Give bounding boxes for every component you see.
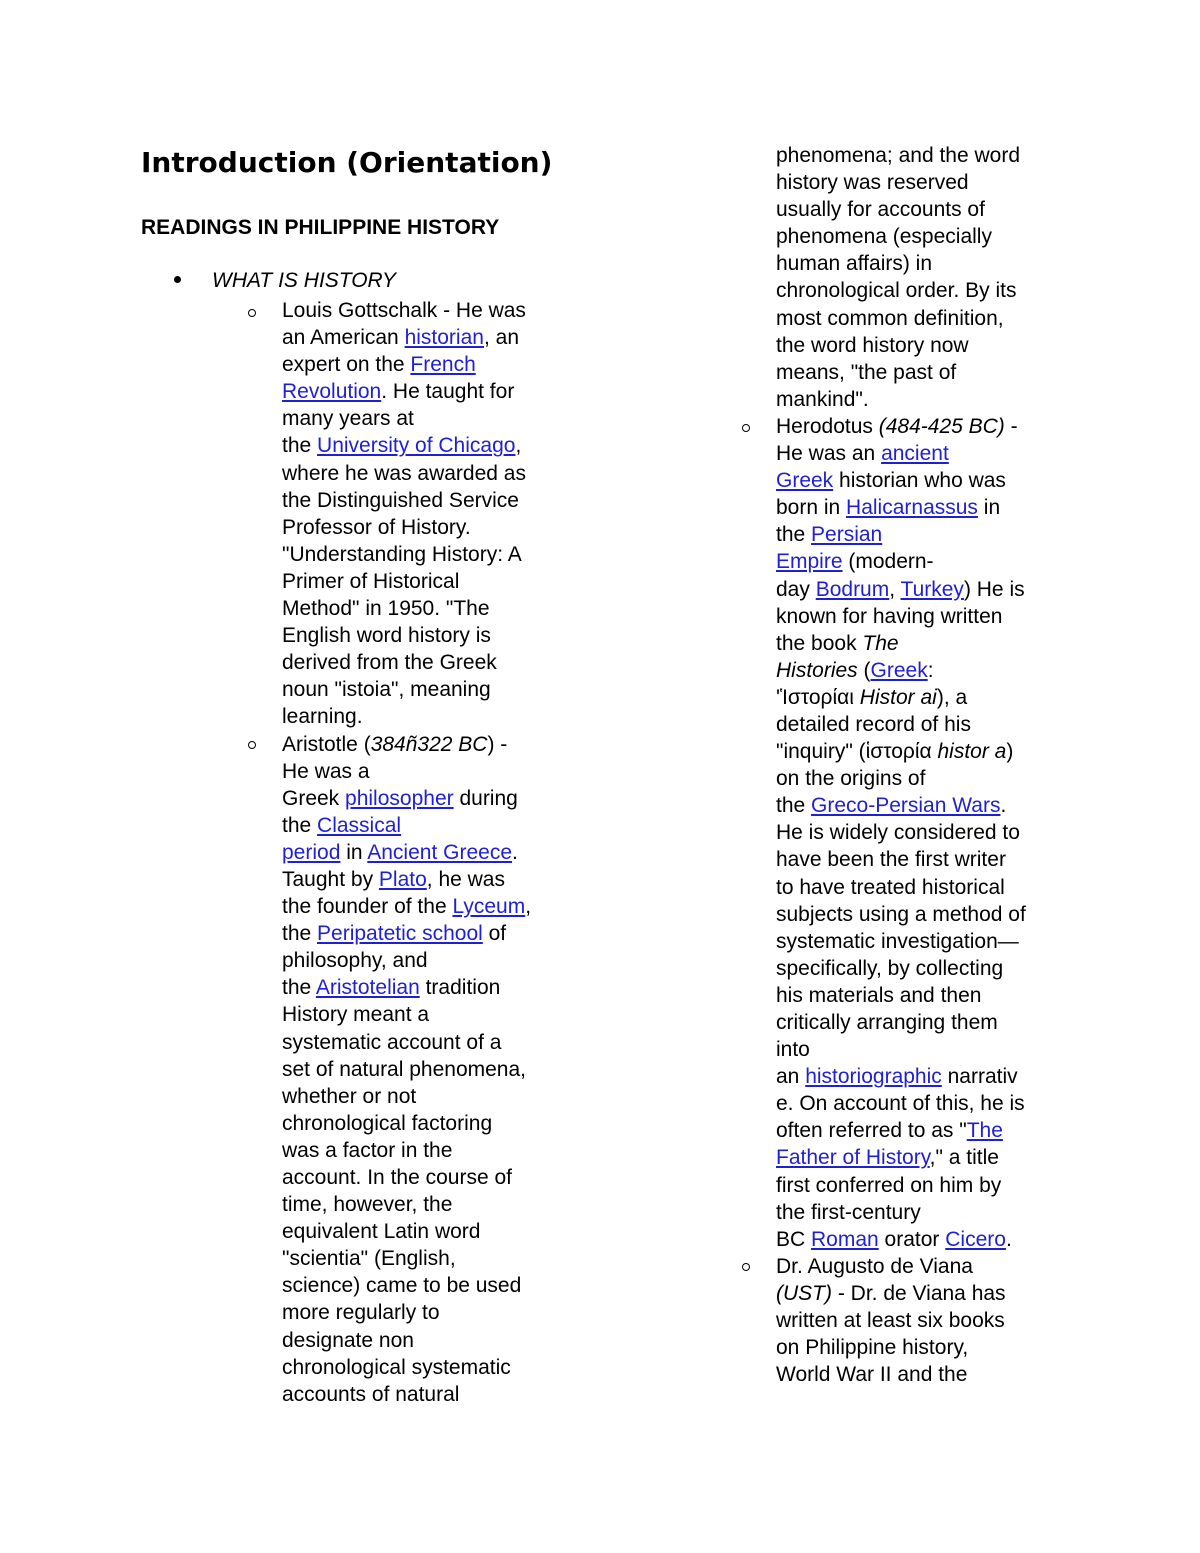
entry-aristotle-continued: phenomena; and the word history was reserved usually for accounts of phenomena (especially human affairs) in chronological order. By its most common definition, the word history now means, "the past of mankind". [776,144,1021,411]
circle-bullet-icon [248,741,256,749]
link-plato[interactable]: Plato [378,867,427,891]
circle-bullet-icon [742,424,750,432]
link-halicarnassus[interactable]: Halicarnassus [846,496,978,520]
entry-aristotle: Aristotle (384ñ322 BC) - He was a Greek philosopher during the Classical period in Ancient Greece. Taught by Plato, he was the founder of the Lyceum, the Peripatetic school of philosophy, and the Aristotelian tradition History meant a systematic account of a set of natural phenomena, whether or not chronological factoring was a factor in the account. In the course of time, however, the equivalent Latin word "scientia" (English, science) came to be used more regularly to designate non chronological systematic accounts of natural [282,732,532,1406]
link-father-of-history[interactable]: Father of History [776,1146,930,1170]
bullet-icon [174,276,181,283]
entry-gottschalk: Louis Gottschalk - He was an American historian, an expert on the French Revolution. He taught for many years at the University of Chicago, where he was awarded as the Distinguished Service Professor of History. "Understanding History: A Primer of Historical Method" in 1950. "The English word history is derived from the Greek noun "istoia", meaning learning. [282,299,526,729]
entry-herodotus: Herodotus (484-425 BC) - He was an ancient Greek historian who was born in Halicarnassus in the Persian Empire (modern- day Bodrum, Turkey) He is known for having written the book The Histories (Greek: 'Ἱστορίαι Histor ai), a detailed record of his "inquiry" (ἱστορία histor a) on the origins of the Greco-Persian Wars. He is widely considered to have been the first writer to have treated historical subjects using a method of systematic investigation— specifically, by collecting his materials and then critically arranging them into an historiographic narrativ e. On account of this, he is often referred to as "The Father of History," a title first conferred on him by the first-century BC Roman orator Cicero. [776,414,1026,1251]
link-persian-empire[interactable]: Empire [776,550,843,574]
link-philosopher[interactable]: philosopher [345,786,454,810]
link-ancient-greek[interactable]: Greek [776,469,834,493]
link-classical-period[interactable]: period [282,840,341,864]
link-lyceum[interactable]: Lyceum [452,895,526,919]
link-roman[interactable]: Roman [811,1227,879,1251]
link-ancient-greek[interactable]: ancient [881,442,949,466]
entry-name: Dr. Augusto de Viana [776,1254,973,1278]
page-title: Introduction (Orientation) [141,146,553,179]
link-classical-period[interactable]: Classical [317,813,402,837]
link-bodrum[interactable]: Bodrum [815,577,890,601]
link-greek-language[interactable]: Greek [870,658,928,682]
link-french-revolution[interactable]: Revolution [282,380,382,404]
link-french-revolution[interactable]: French [410,353,476,377]
link-ancient-greece[interactable]: Ancient Greece [367,840,512,864]
link-father-of-history[interactable]: The [966,1119,1003,1143]
circle-bullet-icon [248,309,256,317]
section-heading: WHAT IS HISTORY [212,269,396,292]
entry-name: Aristotle [282,732,358,756]
link-persian-empire[interactable]: Persian [811,523,883,547]
link-greco-persian-wars[interactable]: Greco-Persian Wars [811,794,1001,818]
link-historian[interactable]: historian [404,326,484,350]
entry-name: Louis Gottschalk [282,299,438,322]
entry-de-viana: Dr. Augusto de Viana (UST) - Dr. de Viana has written at least six books on Philippine history, World War II and the [776,1254,1006,1387]
entry-name: Herodotus [776,414,873,438]
link-turkey[interactable]: Turkey [900,577,964,601]
column-right [776,142,1026,1388]
column-left [282,297,531,1408]
link-aristotelian[interactable]: Aristotelian [315,976,420,1000]
link-university-of-chicago[interactable]: University of Chicago [317,434,516,458]
link-historiographic[interactable]: historiographic [805,1065,942,1089]
link-cicero[interactable]: Cicero [945,1227,1006,1251]
subtitle: READINGS IN PHILIPPINE HISTORY [141,216,500,239]
link-peripatetic-school[interactable]: Peripatetic school [317,922,483,946]
circle-bullet-icon [742,1263,750,1271]
